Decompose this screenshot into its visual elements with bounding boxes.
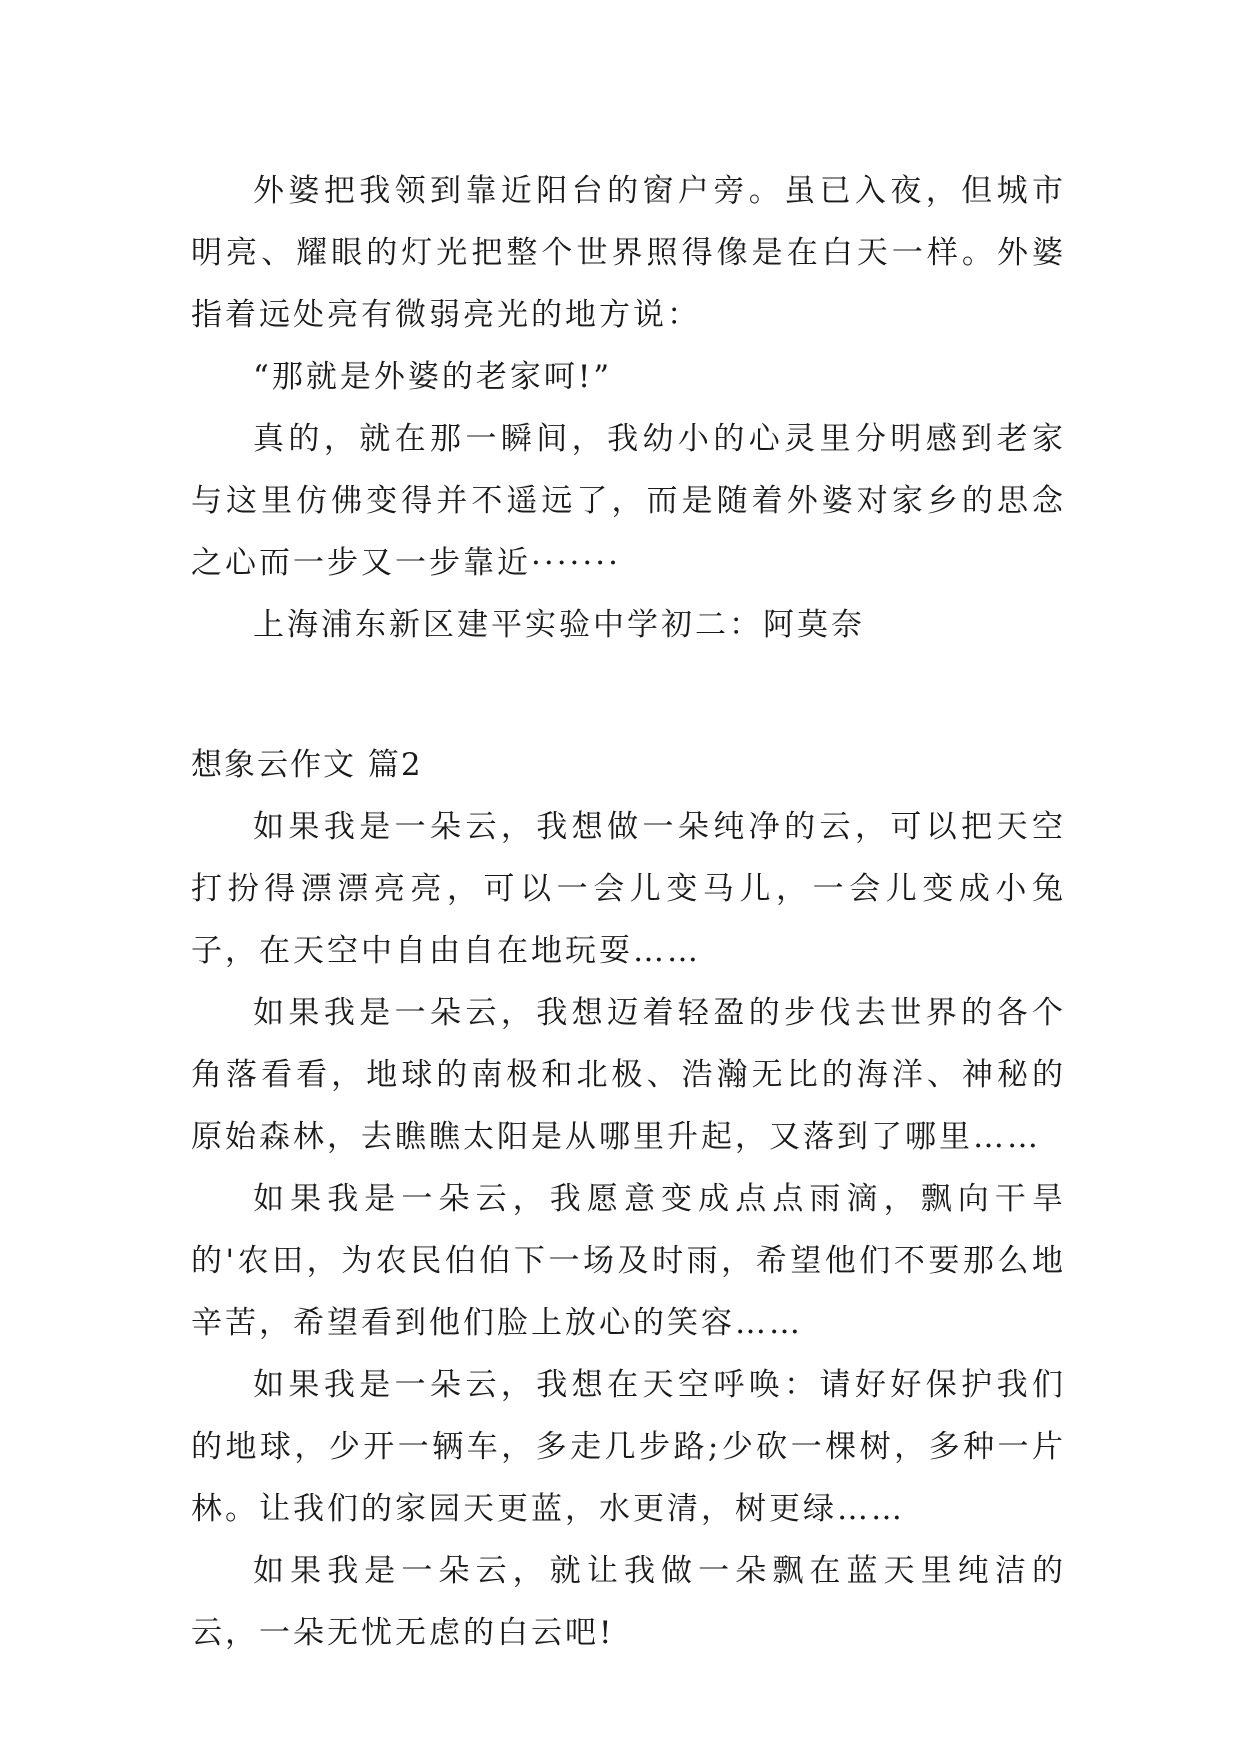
paragraph: 真的，就在那一瞬间，我幼小的心灵里分明感到老家与这里仿佛变得并不遥远了，而是随着外婆对家乡的思念之心而一步又一步靠近······· xyxy=(191,421,1066,581)
paragraph: 如果我是一朵云，我愿意变成点点雨滴，飘向干旱的'农田，为农民伯伯下一场及时雨，希望他们不要那么地辛苦，希望看到他们脸上放心的笑容…… xyxy=(191,1181,1066,1341)
document-page xyxy=(191,160,1066,1664)
section-heading: 想象云作文 篇2 xyxy=(191,747,423,783)
paragraph-quote: “那就是外婆的老家呵!” xyxy=(253,359,613,395)
paragraph: 如果我是一朵云，我想在天空呼唤：请好好保护我们的地球，少开一辆车，多走几步路;少砍一棵树，多种一片林。让我们的家园天更蓝，水更清，树更绿…… xyxy=(191,1367,1066,1527)
paragraph: 外婆把我领到靠近阳台的窗户旁。虽已入夜，但城市明亮、耀眼的灯光把整个世界照得像是在白天一样。外婆指着远处亮有微弱亮光的地方说： xyxy=(191,173,1066,333)
paragraph: 如果我是一朵云，就让我做一朵飘在蓝天里纯洁的云，一朵无忧无虑的白云吧! xyxy=(191,1553,1066,1651)
paragraph: 如果我是一朵云，我想迈着轻盈的步伐去世界的各个角落看看，地球的南极和北极、浩瀚无比的海洋、神秘的原始森林，去瞧瞧太阳是从哪里升起，又落到了哪里…… xyxy=(191,995,1066,1155)
author-line: 上海浦东新区建平实验中学初二：阿莫奈 xyxy=(253,607,865,643)
paragraph: 如果我是一朵云，我想做一朵纯净的云，可以把天空打扮得漂漂亮亮，可以一会儿变马儿，一会儿变成小兔子，在天空中自由自在地玩耍…… xyxy=(191,809,1066,969)
